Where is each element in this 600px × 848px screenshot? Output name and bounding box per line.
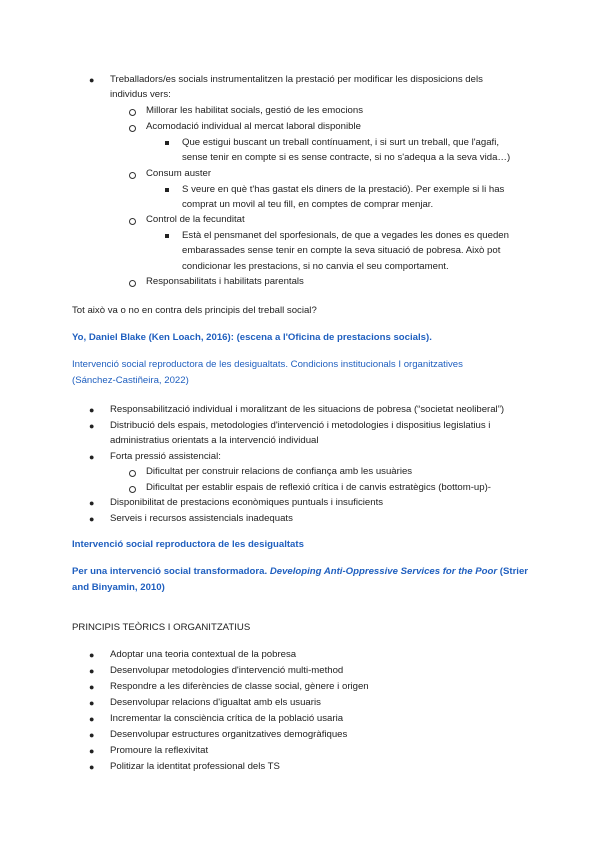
bullet-icon: ● <box>89 666 95 676</box>
bullet-icon: ● <box>89 730 95 740</box>
hollow-bullet-icon <box>129 486 136 493</box>
section-heading: Intervenció social reproductora de les desigualtats. Condicions institucionals I organitzatives <box>72 359 463 370</box>
square-bullet-icon <box>165 188 169 192</box>
bullet-icon: ● <box>89 75 95 85</box>
sub-sub-list-item: Està el pensmanet del sporfesionals, de que a vegades les dones es queden <box>182 230 509 241</box>
sub-sub-list-item: Que estigui buscant un treball contínuament, i si surt un treball, que l'agafi, <box>182 137 500 148</box>
section-heading <box>72 566 528 578</box>
list-item: Distribució dels espais, metodologies d'intervenció i metodologies i dispositius legislatius i <box>110 420 491 431</box>
hollow-bullet-icon <box>129 218 136 225</box>
principle-item: Adoptar una teoria contextual de la pobresa <box>110 649 297 660</box>
bullet-icon: ● <box>89 746 95 756</box>
sub-list-item: Dificultat per establir espais de reflexió crítica i de canvis estratègics (bottom-up)- <box>146 482 491 493</box>
bullet-icon: ● <box>89 421 95 431</box>
square-bullet-icon <box>165 141 169 145</box>
sub-list-item: Consum auster <box>146 168 212 179</box>
film-reference-link[interactable]: Yo, Daniel Blake (Ken Loach, 2016): (escena a l'Oficina de prestacions socials). <box>72 332 432 343</box>
sub-sub-list-item: S veure en què t'has gastat els diners de la prestació). Per exemple si li has <box>182 184 505 195</box>
list-item: Disponibilitat de prestacions econòmiques puntuals i insuficients <box>110 497 384 508</box>
sub-list-item: Millorar les habilitat socials, gestió de les emocions <box>146 105 364 116</box>
square-bullet-icon <box>165 234 169 238</box>
principle-item: Promoure la reflexivitat <box>110 745 209 756</box>
sub-list-item: Control de la fecunditat <box>146 214 245 225</box>
bullet-icon: ● <box>89 714 95 724</box>
principle-item: Respondre a les diferències de classe social, gènere i origen <box>110 681 369 692</box>
hollow-bullet-icon <box>129 172 136 179</box>
sub-list-item: Dificultat per construir relacions de confiança amb les usuàries <box>146 466 413 477</box>
bullet-icon: ● <box>89 762 95 772</box>
hollow-bullet-icon <box>129 280 136 287</box>
bullet-icon: ● <box>89 452 95 462</box>
sub-sub-list-item-continuation: sense tenir en compte si es sense contracte, si no s'adequa a la seva vida…) <box>182 152 511 163</box>
bullet-icon: ● <box>89 514 95 524</box>
list-item-continuation: administratius orientats a la intervenció individual <box>110 435 319 446</box>
hollow-bullet-icon <box>129 125 136 132</box>
list-item: Treballadors/es socials instrumentalitzen la prestació per modificar les disposicions dels <box>110 74 483 85</box>
hollow-bullet-icon <box>129 470 136 477</box>
list-item-continuation: individus vers: <box>110 89 171 100</box>
heading-part: Per una intervenció social transformadora. <box>72 566 270 577</box>
section-heading-continuation: (Sánchez-Castiñeira, 2022) <box>72 375 189 386</box>
hollow-bullet-icon <box>129 109 136 116</box>
bullet-icon: ● <box>89 682 95 692</box>
bullet-icon: ● <box>89 650 95 660</box>
sub-list-item: Responsabilitats i habilitats parentals <box>146 276 304 287</box>
heading-part: (Strier <box>497 566 529 577</box>
list-item: Serveis i recursos assistencials inadequats <box>110 513 293 524</box>
sub-sub-list-item-continuation: condicionar les prestacions, si no canvia el seu comportament. <box>182 261 449 272</box>
section-heading: Intervenció social reproductora de les desigualtats <box>72 539 304 550</box>
principle-item: Incrementar la consciència crítica de la població usaria <box>110 713 344 724</box>
list-item: Forta pressió assistencial: <box>110 451 221 462</box>
sub-list-item: Acomodació individual al mercat laboral disponible <box>146 121 361 132</box>
principle-item: Desenvolupar relacions d'igualtat amb els usuaris <box>110 697 321 708</box>
list-item: Responsabilització individual i moralitzant de les situacions de pobresa (“societat neoliberal”) <box>110 404 505 415</box>
principle-item: Politizar la identitat professional dels TS <box>110 761 280 772</box>
section-heading-continuation: and Binyamin, 2010) <box>72 582 165 593</box>
book-title: Developing Anti-Oppressive Services for the Poor <box>269 566 498 577</box>
question-paragraph: Tot això va o no en contra dels principis del treball social? <box>72 305 317 316</box>
sub-sub-list-item-continuation: comprat un movil al teu fill, en comptes de comprar menjar. <box>182 199 434 210</box>
bullet-icon: ● <box>89 498 95 508</box>
section-title: PRINCIPIS TEÒRICS I ORGANITZATIUS <box>72 622 251 633</box>
bullet-icon: ● <box>89 405 95 415</box>
principle-item: Desenvolupar metodologies d'intervenció multi-method <box>110 665 344 676</box>
bullet-icon: ● <box>89 698 95 708</box>
sub-sub-list-item-continuation: embarassades sense tenir en compte la seva situació de pobresa. Això pot <box>182 245 501 256</box>
principle-item: Desenvolupar estructures organitzatives demogràfiques <box>110 729 348 740</box>
